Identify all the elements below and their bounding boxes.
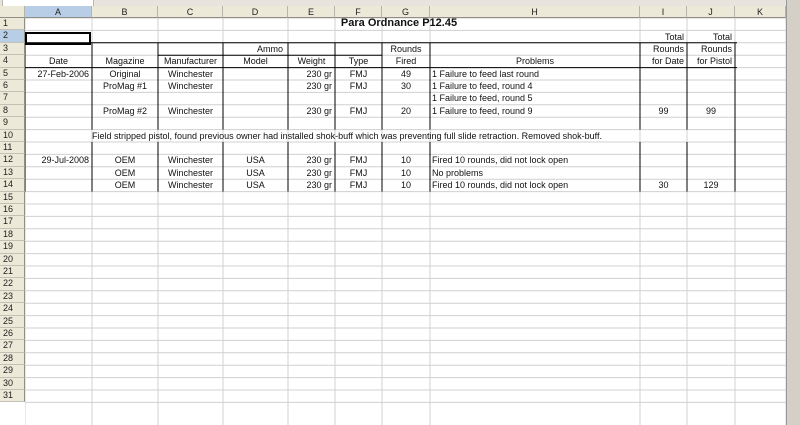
column-header-g[interactable]: G [382, 6, 430, 18]
rounds-fired-cell[interactable]: 10 [400, 167, 411, 178]
magazine-cell[interactable]: OEM [114, 167, 136, 178]
weight-cell[interactable]: 230 gr [306, 105, 332, 116]
date-cell[interactable]: 27-Feb-2006 [37, 68, 89, 79]
manufacturer-header[interactable]: Manufacturer [163, 56, 218, 67]
row-header-27[interactable]: 27 [0, 340, 25, 352]
total-date-header[interactable]: Rounds [652, 43, 684, 54]
type-cell[interactable]: FMJ [349, 68, 368, 79]
row-header-7[interactable]: 7 [0, 92, 25, 104]
row-header-2[interactable]: 2 [0, 30, 25, 42]
rounds-fired-cell[interactable]: 10 [400, 180, 411, 191]
magazine-cell[interactable]: ProMag #2 [102, 105, 148, 116]
row-header-29[interactable]: 29 [0, 365, 25, 377]
problems-header[interactable]: Problems [515, 56, 554, 67]
rounds-fired-cell[interactable]: 30 [400, 81, 411, 91]
magazine-cell[interactable]: ProMag #1 [102, 81, 148, 91]
row-header-6[interactable]: 6 [0, 80, 25, 92]
row-header-18[interactable]: 18 [0, 229, 25, 241]
vertical-scroll-strip[interactable] [786, 0, 800, 425]
row-header-8[interactable]: 8 [0, 105, 25, 117]
model-header[interactable]: Model [243, 56, 268, 67]
row-header-24[interactable]: 24 [0, 303, 25, 315]
total-date-cell[interactable]: 30 [658, 180, 669, 191]
manufacturer-cell[interactable]: Winchester [167, 105, 213, 116]
row-header-30[interactable]: 30 [0, 378, 25, 390]
column-header-e[interactable]: E [288, 6, 335, 18]
total-pistol-header[interactable]: Total [712, 31, 732, 42]
date-cell[interactable]: 29-Jul-2008 [41, 155, 89, 166]
rounds-fired-cell[interactable]: 10 [400, 155, 411, 166]
column-header-f[interactable]: F [335, 6, 382, 18]
total-date-cell[interactable]: 99 [658, 105, 669, 116]
row-header-4[interactable]: 4 [0, 55, 25, 67]
problems-cell[interactable]: 1 Failure to feed, round 9 [432, 105, 533, 116]
type-cell[interactable]: FMJ [349, 155, 368, 166]
manufacturer-cell[interactable]: Winchester [167, 81, 213, 91]
type-header[interactable]: Type [348, 56, 369, 67]
column-header-h[interactable]: H [430, 6, 640, 18]
row-header-25[interactable]: 25 [0, 316, 25, 328]
row-header-21[interactable]: 21 [0, 266, 25, 278]
total-date-header[interactable]: Total [664, 31, 684, 42]
type-cell[interactable]: FMJ [349, 105, 368, 116]
row-header-3[interactable]: 3 [0, 43, 25, 55]
problems-cell[interactable]: Fired 10 rounds, did not lock open [432, 180, 569, 191]
model-cell[interactable]: USA [246, 155, 265, 166]
model-cell[interactable]: USA [246, 180, 265, 191]
manufacturer-cell[interactable]: Winchester [167, 68, 213, 79]
column-header-i[interactable]: I [640, 6, 687, 18]
problems-cell[interactable]: No problems [432, 167, 484, 178]
total-pistol-header[interactable]: for Pistol [696, 56, 732, 67]
active-cell-a2[interactable] [25, 32, 91, 45]
model-cell[interactable]: USA [246, 167, 265, 178]
type-cell[interactable]: FMJ [349, 81, 368, 91]
row-header-13[interactable]: 13 [0, 167, 25, 179]
magazine-cell[interactable]: OEM [114, 155, 136, 166]
row-header-28[interactable]: 28 [0, 353, 25, 365]
rounds-fired-cell[interactable]: 20 [400, 105, 411, 116]
weight-header[interactable]: Weight [297, 56, 326, 67]
sheet-title[interactable]: Para Ordnance P12.45 [340, 17, 458, 29]
row-header-9[interactable]: 9 [0, 117, 25, 129]
row-header-14[interactable]: 14 [0, 179, 25, 191]
row-header-19[interactable]: 19 [0, 241, 25, 253]
problems-cell[interactable]: 1 Failure to feed, round 4 [432, 81, 533, 91]
problems-cell[interactable]: 1 Failure to feed, round 5 [432, 93, 533, 104]
column-header-c[interactable]: C [158, 6, 223, 18]
magazine-cell[interactable]: Original [109, 68, 141, 79]
weight-cell[interactable]: 230 gr [306, 155, 332, 166]
row-header-17[interactable]: 17 [0, 216, 25, 228]
manufacturer-cell[interactable]: Winchester [167, 155, 213, 166]
rounds-fired-header[interactable]: Fired [395, 56, 417, 67]
total-pistol-cell[interactable]: 99 [705, 105, 716, 116]
weight-cell[interactable]: 230 gr [306, 68, 332, 79]
column-header-d[interactable]: D [223, 6, 288, 18]
row-header-12[interactable]: 12 [0, 154, 25, 166]
problems-cell[interactable]: 1 Failure to feed last round [432, 68, 540, 79]
note-cell[interactable]: Field stripped pistol, found previous owner had installed shok-buff which was preventing full slide retraction. Removed shok-buff. [92, 130, 602, 141]
row-header-15[interactable]: 15 [0, 192, 25, 204]
row-header-20[interactable]: 20 [0, 254, 25, 266]
select-all-corner[interactable] [0, 6, 25, 18]
column-header-a[interactable]: A [25, 6, 92, 18]
row-header-22[interactable]: 22 [0, 278, 25, 290]
total-pistol-header[interactable]: Rounds [700, 43, 732, 54]
problems-cell[interactable]: Fired 10 rounds, did not lock open [432, 155, 569, 166]
weight-cell[interactable]: 230 gr [306, 167, 332, 178]
type-cell[interactable]: FMJ [349, 167, 368, 178]
magazine-header[interactable]: Magazine [105, 56, 145, 67]
total-date-header[interactable]: for Date [651, 56, 684, 67]
row-header-5[interactable]: 5 [0, 68, 25, 80]
manufacturer-cell[interactable]: Winchester [167, 167, 213, 178]
date-header[interactable]: Date [48, 56, 68, 67]
column-header-j[interactable]: J [687, 6, 735, 18]
row-header-26[interactable]: 26 [0, 328, 25, 340]
rounds-fired-header[interactable]: Rounds [390, 43, 422, 54]
row-header-10[interactable]: 10 [0, 130, 25, 142]
total-pistol-cell[interactable]: 129 [703, 180, 719, 191]
row-header-11[interactable]: 11 [0, 142, 25, 154]
rounds-fired-cell[interactable]: 49 [400, 68, 411, 79]
row-header-16[interactable]: 16 [0, 204, 25, 216]
type-cell[interactable]: FMJ [349, 180, 368, 191]
weight-cell[interactable]: 230 gr [306, 180, 332, 191]
manufacturer-cell[interactable]: Winchester [167, 180, 213, 191]
magazine-cell[interactable]: OEM [114, 180, 136, 191]
ammo-header[interactable]: Ammo [256, 43, 283, 54]
column-header-b[interactable]: B [92, 6, 158, 18]
row-header-23[interactable]: 23 [0, 291, 25, 303]
column-header-k[interactable]: K [735, 6, 786, 18]
weight-cell[interactable]: 230 gr [306, 81, 332, 91]
row-header-31[interactable]: 31 [0, 390, 25, 402]
row-header-1[interactable]: 1 [0, 18, 25, 30]
